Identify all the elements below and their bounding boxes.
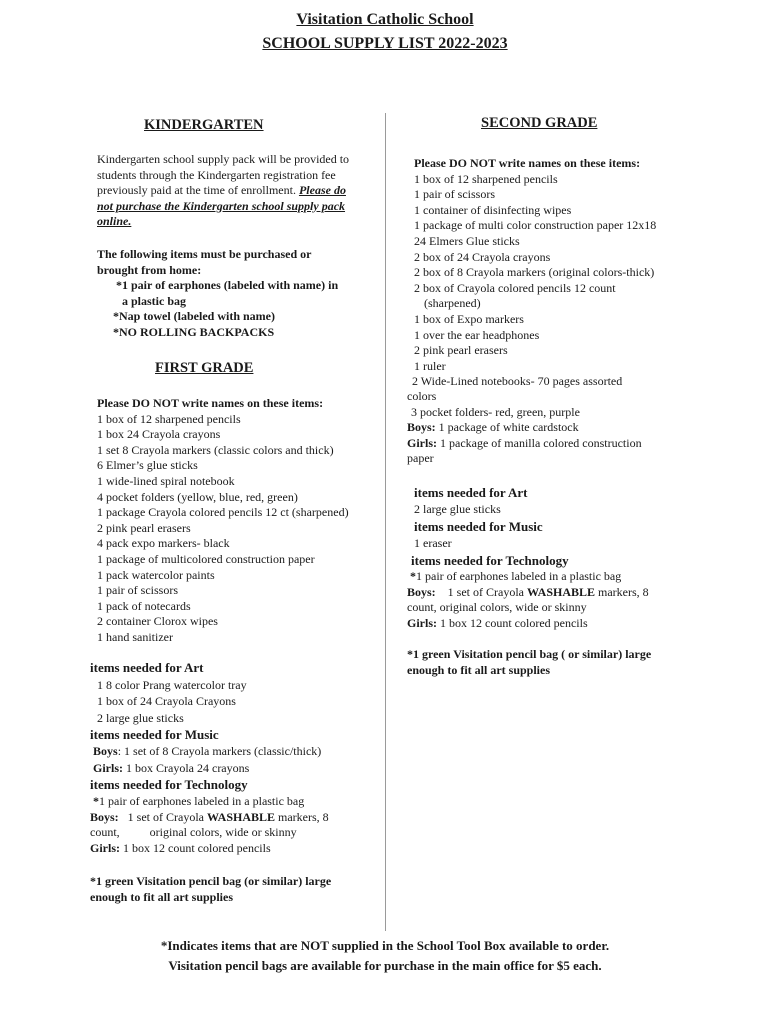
list-item: 2 box of 24 Crayola crayons	[414, 249, 551, 264]
pencil-bag-line: enough to fit all art supplies	[90, 889, 234, 904]
tech-earphones-text: 1 pair of earphones labeled in a plastic bag	[99, 794, 305, 808]
kindergarten-intro-line: Kindergarten school supply pack will be provided to	[97, 152, 350, 166]
kindergarten-warning: not purchase the Kindergarten school supply pack	[97, 198, 346, 213]
girls-label: Girls:	[407, 615, 437, 630]
tech-boys-line	[90, 810, 329, 826]
first-grade-tech-heading: items needed for Technology	[90, 777, 248, 792]
kindergarten-purchase-intro: The following items must be purchased or	[97, 247, 312, 261]
list-item: 2 pink pearl erasers	[97, 520, 191, 535]
list-item: 1 set 8 Crayola markers (classic colors and thick)	[97, 442, 334, 457]
list-item-cont: colors	[407, 389, 437, 403]
pencil-bag-line: enough to fit all art supplies	[407, 662, 551, 677]
second-grade-tech-heading: items needed for Technology	[411, 553, 569, 568]
list-item: 24 Elmers Glue sticks	[414, 233, 520, 248]
boys-label: Boys:	[407, 584, 436, 599]
tech-earphones-line	[90, 794, 329, 810]
list-item-cont: paper	[407, 451, 434, 466]
asterisk: *	[93, 794, 99, 808]
girls-text: 1 package of manilla colored construction	[437, 435, 642, 450]
second-grade-list	[414, 156, 656, 390]
list-item: 1 box of Expo markers	[414, 311, 524, 326]
kindergarten-warning: Please do	[298, 183, 346, 198]
kindergarten-intro-line	[97, 183, 372, 199]
tech-boys-line-cont: count, original colors, wide or skinny	[407, 600, 587, 615]
list-item: 1 package of multi color construction paper 12x18	[414, 218, 657, 233]
tech-girls-text: 1 box 12 count colored pencils	[437, 615, 588, 630]
list-item: 4 pack expo markers- black	[97, 536, 230, 551]
list-item: 1 pack of notecards	[97, 598, 191, 613]
music-girls-text: 1 box Crayola 24 crayons	[123, 761, 250, 775]
list-item: 1 box of 24 Crayola Crayons	[97, 694, 236, 709]
list-item: *1 pair of earphones (labeled with name) in	[116, 278, 339, 293]
tech-boys-text: 1 set of Crayola	[435, 584, 527, 599]
kindergarten-intro	[97, 152, 372, 230]
washable-word: WASHABLE	[206, 809, 276, 824]
boys-line	[407, 420, 642, 436]
boys-label: Boys:	[407, 420, 436, 435]
list-item: 1 eraser	[414, 536, 452, 550]
list-item: 2 box of Crayola colored pencils 12 count	[414, 280, 616, 295]
list-item: 1 container of disinfecting wipes	[414, 202, 572, 217]
list-item: 1 pair of scissors	[414, 187, 495, 202]
kindergarten-intro-text: previously paid at the time of enrollment.	[97, 183, 296, 198]
first-grade-items	[97, 412, 349, 646]
column-divider	[385, 113, 386, 931]
list-item: 1 wide-lined spiral notebook	[97, 473, 235, 488]
pencil-bag-line: *1 green Visitation pencil bag (or similar) large	[90, 874, 332, 888]
first-grade-music-heading: items needed for Music	[90, 727, 219, 742]
tech-boys-text: 1 set of Crayola	[118, 809, 207, 824]
list-item: 1 box of 12 sharpened pencils	[97, 411, 241, 426]
list-item: *Nap towel (labeled with name)	[113, 309, 275, 324]
list-item: 1 over the ear headphones	[414, 327, 540, 342]
first-grade-note: Please DO NOT write names on these items:	[97, 396, 324, 410]
kindergarten-intro-line: students through the Kindergarten registration fee	[97, 167, 336, 182]
girls-label: Girls:	[93, 761, 123, 775]
tech-girls-text: 1 box 12 count colored pencils	[120, 840, 271, 855]
second-grade-pencil-bag	[407, 647, 651, 678]
second-grade-list-cont	[407, 389, 642, 467]
first-grade-heading: FIRST GRADE	[155, 360, 254, 376]
second-grade-items	[414, 172, 656, 390]
second-grade-music-heading: items needed for Music	[414, 519, 543, 534]
second-grade-art-heading: items needed for Art	[414, 485, 528, 500]
list-item: 3 pocket folders- red, green, purple	[411, 404, 580, 419]
tech-boys-text: markers, 8	[595, 584, 649, 599]
asterisk: *	[410, 569, 416, 583]
boys-label: Boys:	[90, 809, 119, 824]
first-grade-music-list	[93, 743, 321, 777]
second-grade-tech-list	[407, 569, 649, 631]
second-grade-heading: SECOND GRADE	[481, 115, 598, 131]
list-item: a plastic bag	[122, 293, 187, 308]
list-item: 2 container Clorox wipes	[97, 614, 218, 629]
tech-boys-line	[407, 585, 649, 601]
first-grade-art-list	[97, 677, 247, 726]
music-boys-line	[93, 743, 321, 760]
footer-note: Visitation pencil bags are available for purchase in the main office for $5 each.	[168, 958, 602, 973]
washable-word: WASHABLE	[526, 584, 596, 599]
first-grade-list	[97, 396, 349, 646]
music-boys-text: : 1 set of 8 Crayola markers (classic/thick)	[117, 744, 322, 758]
list-item: *NO ROLLING BACKPACKS	[113, 324, 275, 339]
first-grade-art-heading: items needed for Art	[90, 660, 204, 675]
tech-boys-line-cont: count, original colors, wide or skinny	[90, 825, 297, 840]
boys-label: Boys	[93, 744, 118, 758]
first-grade-pencil-bag	[90, 874, 331, 905]
list-item: 2 large glue sticks	[414, 502, 501, 516]
list-item: 1 8 color Prang watercolor tray	[97, 678, 247, 692]
list-item: 2 Wide-Lined notebooks- 70 pages assorted	[412, 374, 623, 389]
pencil-bag-line: *1 green Visitation pencil bag ( or similar) large	[407, 647, 652, 661]
list-item: 1 pair of scissors	[97, 583, 178, 598]
second-grade-note: Please DO NOT write names on these items:	[414, 156, 641, 170]
list-item: 1 hand sanitizer	[97, 629, 173, 644]
tech-girls-line	[90, 841, 329, 857]
list-item: 1 package Crayola colored pencils 12 ct (sharpened)	[97, 505, 349, 520]
list-item: (sharpened)	[424, 296, 481, 311]
list-item: 6 Elmer’s glue sticks	[97, 458, 198, 473]
list-item: 2 pink pearl erasers	[414, 343, 508, 358]
girls-label: Girls:	[90, 840, 120, 855]
girls-line	[407, 436, 642, 452]
list-item: 1 ruler	[414, 358, 446, 373]
list-item: 2 large glue sticks	[97, 710, 184, 725]
list-item: 1 box of 12 sharpened pencils	[414, 171, 558, 186]
boys-text: 1 package of white cardstock	[435, 420, 579, 435]
list-item: 1 box 24 Crayola crayons	[97, 427, 221, 442]
page-title: SCHOOL SUPPLY LIST 2022-2023	[262, 35, 508, 52]
school-name: Visitation Catholic School	[296, 11, 474, 28]
kindergarten-purchase-list	[97, 247, 338, 341]
kindergarten-warning: online.	[97, 214, 132, 229]
tech-earphones-line	[407, 569, 649, 585]
first-grade-tech-list	[90, 794, 329, 856]
kindergarten-purchase-intro: brought from home:	[97, 262, 202, 277]
girls-label: Girls:	[407, 435, 437, 450]
kindergarten-heading: KINDERGARTEN	[144, 117, 264, 133]
list-item: 1 pack watercolor paints	[97, 567, 215, 582]
list-item: 1 package of multicolored construction paper	[97, 551, 315, 566]
footer-note: *Indicates items that are NOT supplied in the School Tool Box available to order.	[160, 938, 610, 953]
list-item: 4 pocket folders (yellow, blue, red, green)	[97, 489, 298, 504]
tech-girls-line	[407, 616, 649, 632]
tech-boys-text: markers, 8	[275, 809, 329, 824]
music-girls-line	[93, 760, 321, 777]
list-item: 2 box of 8 Crayola markers (original colors-thick)	[414, 265, 655, 280]
tech-earphones-text: 1 pair of earphones labeled in a plastic bag	[416, 569, 622, 583]
